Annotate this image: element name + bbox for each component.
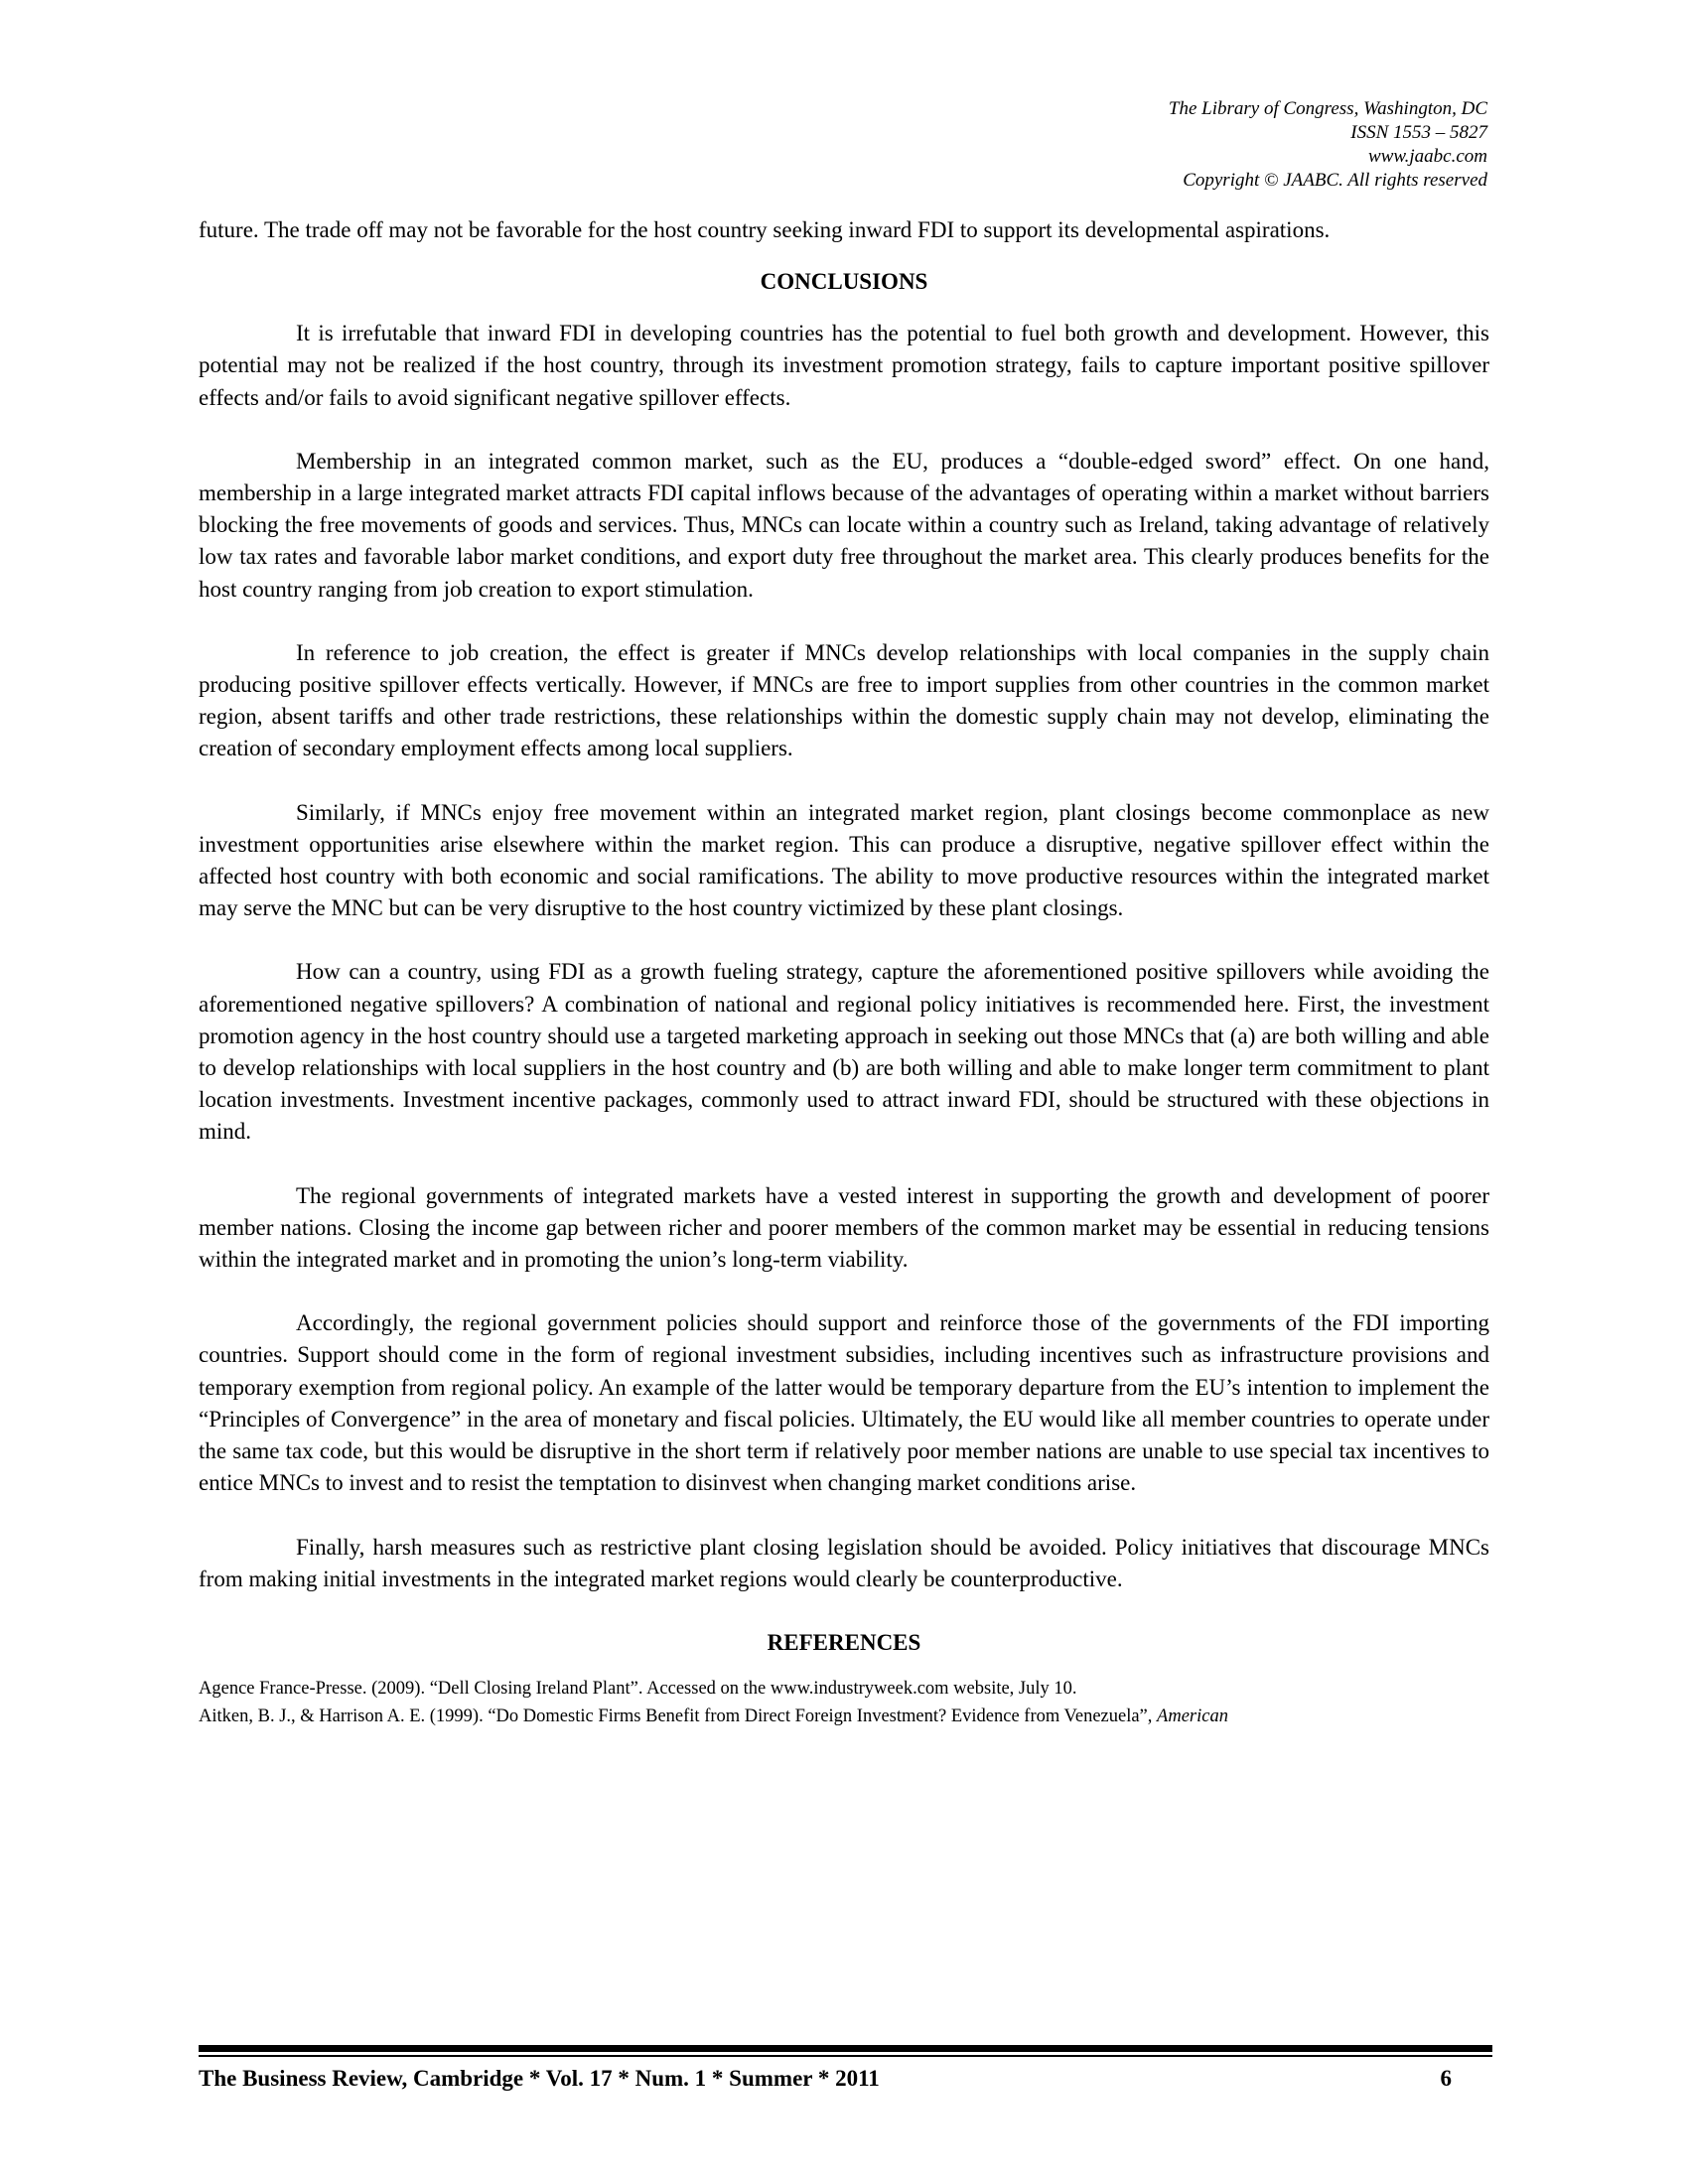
- reference-text: Agence France-Presse. (2009). “Dell Closing Ireland Plant”. Accessed on the www.industryweek.com website, July 10.: [199, 1678, 1077, 1699]
- reference-entry: [199, 1703, 1489, 1730]
- header-website-line: www.jaabc.com: [1368, 146, 1487, 167]
- page-number: 6: [1440, 2066, 1452, 2091]
- footer-rule-thin: [199, 2055, 1492, 2057]
- conclusions-paragraph-3: In reference to job creation, the effect is greater if MNCs develop relationships with local companies in the supply chain producing positive spillover effects vertically. However, if MNCs are free to import supplies from other countries in the common market region, absent tariffs and other trade restrictions, these relationships within the domestic supply chain may not develop, eliminating the creation of secondary employment effects among local suppliers.: [199, 639, 1489, 761]
- conclusions-paragraph-4: Similarly, if MNCs enjoy free movement within an integrated market region, plant closings become commonplace as new investment opportunities arise elsewhere within the market region. This can produce a disruptive, negative spillover effect within the affected host country with both economic and social ramifications. The ability to move productive resources within the integrated market may serve the MNC but can be very disruptive to the host country victimized by these plant closings.: [199, 799, 1489, 921]
- reference-text: Aitken, B. J., & Harrison A. E. (1999). “Do Domestic Firms Benefit from Direct Foreign Investment? Evidence from Venezuela”,: [199, 1706, 1158, 1726]
- conclusions-paragraph-2: Membership in an integrated common market, such as the EU, produces a “double-edged sword” effect. On one hand, membership in a large integrated market attracts FDI capital inflows because of the advantages of operating within a market without barriers blocking the free movements of goods and services. Thus, MNCs can locate within a country such as Ireland, taking advantage of relatively low tax rates and favorable labor market conditions, and export duty free throughout the market area. This clearly produces benefits for the host country ranging from job creation to export stimulation.: [199, 448, 1489, 602]
- journal-header: [1169, 97, 1487, 193]
- reference-entry: [199, 1675, 1489, 1703]
- footer-rule-thick: [199, 2045, 1492, 2052]
- header-copyright-line: Copyright © JAABC. All rights reserved: [1183, 170, 1487, 191]
- conclusions-paragraph-6: The regional governments of integrated markets have a vested interest in supporting the growth and development of poorer member nations. Closing the income gap between richer and poorer members of the common market may be essential in reducing tensions within the integrated market and in promoting the union’s long-term viability.: [199, 1182, 1489, 1273]
- references-heading: REFERENCES: [767, 1629, 921, 1655]
- conclusions-heading: CONCLUSIONS: [760, 269, 928, 295]
- conclusions-paragraph-5: How can a country, using FDI as a growth fueling strategy, capture the aforementioned positive spillovers while avoiding the aforementioned negative spillovers? A combination of national and regional policy initiatives is recommended here. First, the investment promotion agency in the host country should use a targeted marketing approach in seeking out those MNCs that (a) are both willing and able to develop relationships with local suppliers in the host country and (b) are both willing and able to make longer term commitment to plant location investments. Investment incentive packages, commonly used to attract inward FDI, should be structured with these objections in mind.: [199, 959, 1489, 1145]
- reference-journal-italic: American: [1157, 1706, 1228, 1726]
- conclusions-paragraph-7: Accordingly, the regional government policies should support and reinforce those of the governments of the FDI importing countries. Support should come in the form of regional investment subsidies, including incentives such as infrastructure provisions and temporary exemption from regional policy. An example of the latter would be temporary departure from the EU’s intention to implement the “Principles of Convergence” in the area of monetary and fiscal policies. Ultimately, the EU would like all member countries to operate under the same tax code, but this would be disruptive in the short term if relatively poor member nations are unable to use special tax incentives to entice MNCs to invest and to resist the temptation to disinvest when changing market conditions arise.: [199, 1310, 1489, 1496]
- conclusions-paragraph-8: Finally, harsh measures such as restrictive plant closing legislation should be avoided. Policy initiatives that discourage MNCs from making initial investments in the integrated market regions would clearly be counterproductive.: [199, 1534, 1489, 1591]
- intro-paragraph: future. The trade off may not be favorable for the host country seeking inward FDI to support its developmental aspirations.: [199, 217, 1331, 242]
- conclusions-paragraph-1: It is irrefutable that inward FDI in developing countries has the potential to fuel both growth and development. However, this potential may not be realized if the host country, through its investment promotion strategy, fails to capture important positive spillover effects and/or fails to avoid significant negative spillover effects.: [199, 321, 1489, 410]
- article-body: [199, 214, 1489, 1730]
- footer-journal-name: The Business Review, Cambridge * Vol. 17 * Num. 1 * Summer * 2011: [199, 2066, 880, 2091]
- header-library-line: The Library of Congress, Washington, DC: [1168, 98, 1487, 119]
- header-issn-line: ISSN 1553 – 5827: [1350, 122, 1487, 143]
